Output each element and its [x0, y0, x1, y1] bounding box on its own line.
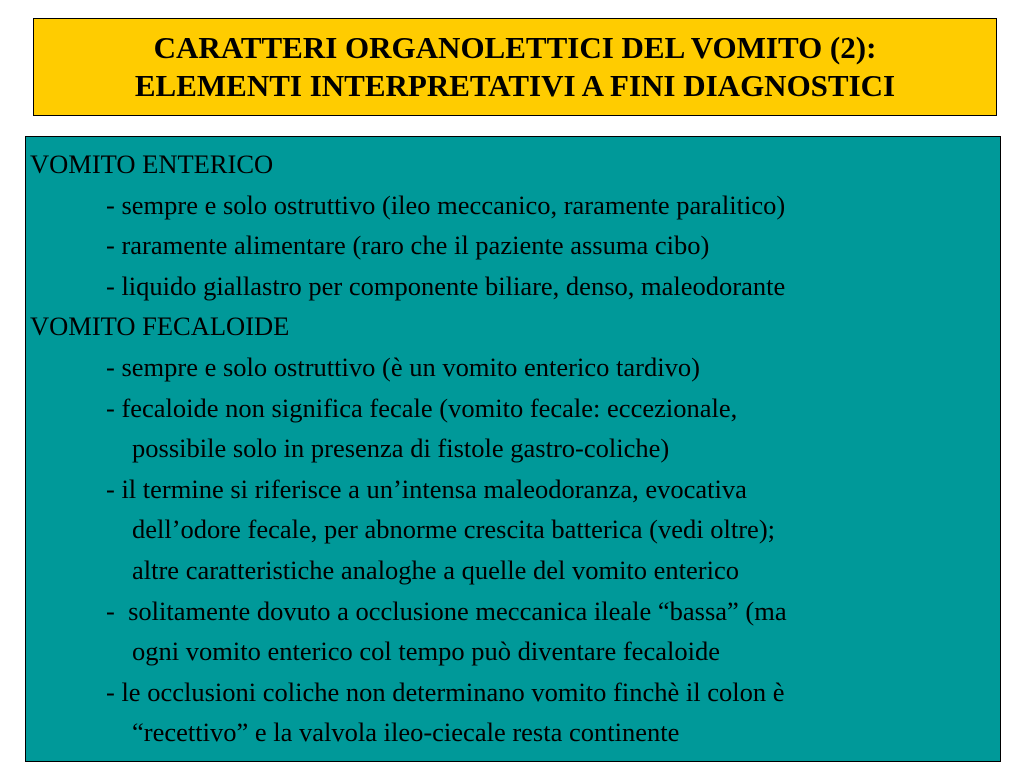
bullet-item: - sempre e solo ostruttivo (è un vomito enterico tardivo)	[106, 351, 700, 382]
bullet-continuation: dell’odore fecale, per abnorme crescita batterica (vedi oltre);	[132, 514, 776, 545]
bullet-continuation: “recettivo” e la valvola ileo-ciecale resta continente	[132, 717, 680, 748]
bullet-item: - le occlusioni coliche non determinano vomito finchè il colon è	[106, 676, 785, 707]
bullet-continuation: altre caratteristiche analoghe a quelle del vomito enterico	[132, 554, 740, 585]
slide-content-box	[25, 136, 1001, 762]
bullet-item: - solitamente dovuto a occlusione meccanica ileale “bassa” (ma	[106, 595, 787, 626]
bullet-continuation: possibile solo in presenza di fistole gastro-coliche)	[132, 433, 670, 464]
bullet-item: - sempre e solo ostruttivo (ileo meccanico, raramente paralitico)	[106, 189, 786, 220]
bullet-item: - il termine si riferisce a un’intensa maleodoranza, evocativa	[106, 473, 747, 504]
slide-title-box	[33, 18, 997, 116]
bullet-item: - raramente alimentare (raro che il paziente assuma cibo)	[106, 230, 710, 261]
bullet-item: - liquido giallastro per componente biliare, denso, maleodorante	[106, 270, 786, 301]
section-heading-vomito-enterico: VOMITO ENTERICO	[30, 149, 274, 179]
section-heading-vomito-fecaloide: VOMITO FECALOIDE	[30, 311, 290, 342]
slide-title-line-2: ELEMENTI INTERPRETATIVI A FINI DIAGNOSTICI	[134, 68, 896, 103]
slide-title-line-1: CARATTERI ORGANOLETTICI DEL VOMITO (2):	[153, 30, 877, 65]
bullet-continuation: ogni vomito enterico col tempo può diventare fecaloide	[132, 636, 720, 667]
bullet-item: - fecaloide non significa fecale (vomito fecale: eccezionale,	[106, 392, 738, 423]
